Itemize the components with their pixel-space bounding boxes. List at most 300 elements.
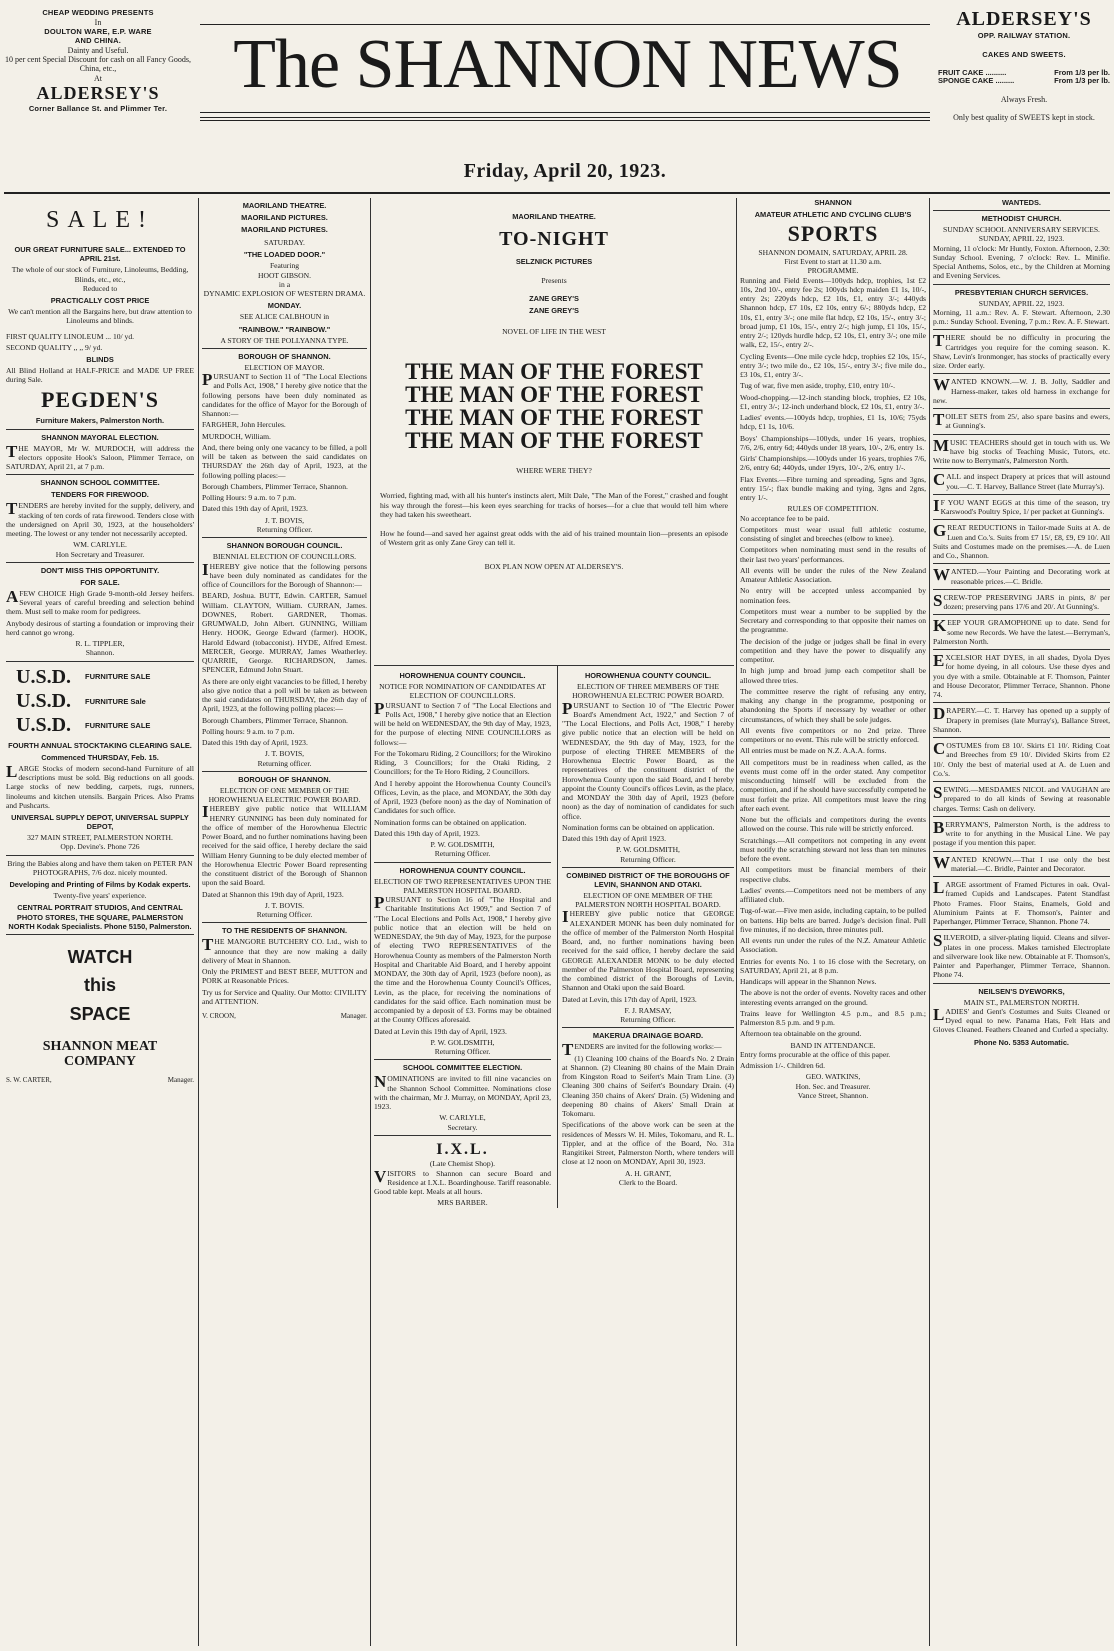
running-events: Running and Field Events—100yds hdcp, trophies, 1st £2 10s, 2nd 10/-, entry fee 2s; 100yds hdcp maiden £1 1s, 10/-, entry 2s; 220yds hdcp, £2 10s, £1, entry 3/-; 440yds Shannon hdcp, £7 10s, £2 10s, entry 6/-; 880yds hdcp, £2 10s, £1, entry 3/-; one mile flat hdcp, £2 10s, 15/-, entry 3/-; broad jump, £1 10s, 15/-, entry 2/-; high jump, £1 10s, 15/-, entry 2/-; 120yds hurdle hdcp, £2 10s, £1, entry 3/-; one mile walk, £2, 15/-, entry 2/-. — [740, 275, 926, 350]
borough-council-heading: SHANNON BOROUGH COUNCIL. — [226, 541, 343, 551]
divider — [933, 929, 1110, 930]
power-board-signature-title: Returning Officer. — [256, 910, 313, 920]
ixl-signature: MRS BARBER. — [437, 1198, 488, 1208]
films-heading: Developing and Printing of Films by Kodak experts. — [9, 880, 191, 890]
film-title-1: THE MAN OF THE FOREST — [405, 359, 703, 385]
ear-right-fresh: Always Fresh. — [1000, 95, 1048, 105]
divider — [933, 284, 1110, 285]
presbyterian-heading: PRESBYTERIAN CHURCH SERVICES. — [954, 287, 1089, 297]
cost-price-heading: PRACTICALLY COST PRICE — [50, 296, 150, 306]
butchery-signature-name: V. CROON, — [202, 1012, 236, 1021]
stocktaking-date: Commenced THURSDAY, Feb. 15. — [41, 752, 159, 762]
column-4 — [740, 198, 926, 1648]
usd-label: FURNITURE SALE — [85, 672, 151, 682]
hoot-gibson: HOOT GIBSON. — [257, 270, 312, 280]
ear-left-address: Corner Ballance St. and Plimmer Ter. — [28, 103, 168, 113]
dyeworks-text: LADIES' and Gent's Costumes and Suits Cleaned or Dyed equal to new. Panama Hats, Felt Hats and Gloves Cleaned. Feathers Cleaned and Curled a specialty. — [933, 1004, 1110, 1035]
meat-company-name: SHANNON MEAT COMPANY — [42, 1038, 158, 1070]
power-board-members-text: PURSUANT to Section 10 of "The Electric Power Board's Amendment Act, 1922," and Section 7 of "The Local Elections, and Polls Act, 1908," I hereby give public notice that an election will be held on WEDNESDAY, the 9th day of May, 1923, for the purpose of electing THREE MEMBERS of the Horowhenua Electric Power Board, as the representatives of the constituent district of the Horowhenua County upon the said Board, and I hereby appoint the County Council's offices Levin, as the place, and MONDAY the 30th day of April, 1923 (before noon) as the day of nomination of candidates for such office. — [562, 698, 734, 821]
divider — [202, 537, 367, 538]
councillors-ridings: For the Tokomaru Riding, 2 Councillors; for the Wirokino Riding, 3 Councillors; for the Otaki Riding, 2 Councillors; for the Te Horo Riding, 2 Councillors. — [374, 748, 551, 777]
usd-row — [16, 665, 194, 689]
masthead-rule-2 — [200, 117, 930, 118]
column-rule-2 — [370, 198, 371, 1646]
council-notice-hours: Polling hours: 9 a.m. to 7 p.m. — [202, 726, 295, 736]
universal-depot-phone: Opp. Devine's. Phone 726 — [60, 842, 140, 852]
blinds-text: All Blind Holland at HALF-PRICE and MADE UP FREE during Sale. — [6, 366, 194, 385]
furniture-sale-reduced: Reduced to — [82, 283, 118, 293]
stocktaking-text: LARGE Stocks of modern second-hand Furniture of all descriptions must be sold. Big reductions on all goods. Large stocks of new bedding, carpets, rugs, runners, linoleums and kitchen utensils. Bargain Prices. Also Prams and Pushcarts. — [6, 761, 194, 810]
usd-label: FURNITURE Sale — [85, 696, 146, 706]
hospital-representatives-text: PURSUANT to Section 16 of "The Hospital and Charitable Institutions Act 1909," and Section 7 of "The Local Elections and Polls Act, 1908," I hereby give public notice that an election will be held on WEDNESDAY, the 9th day of May, 1923, for the purpose of electing TWO REPRESENTATIVES of the Horowhenua County as members of the Palmerston North Hospital and Charitable Aid Board, and I hereby appoint MONDAY, the 30th day of April, 1923 (before noon), as the time and the Horowhenua County Council's Offices, Levin, as the place, for receiving the nominations of candidates for the said office. Each nomination must be accompanied by a deposit of £3. Forms may be obtained at the County Offices aforesaid. — [374, 893, 551, 1025]
sponge-cake-price: From 1/3 per lb. — [1054, 76, 1110, 86]
usd-label: FURNITURE SALE — [85, 721, 151, 731]
films-text: Twenty-five years' experience. — [53, 891, 147, 901]
ear-left-line4: AND CHINA. — [74, 36, 122, 46]
divider — [6, 562, 194, 563]
drainage-board-heading: MAKERUA DRAINAGE BOARD. — [592, 1031, 704, 1041]
wanted-drapery-call: CALL and inspect Drapery at prices that will astound you.—C. T. Harvey, Ballance Street (late Murray's). — [933, 470, 1110, 491]
councillors-nomination-day: And I hereby appoint the Horowhenua County Council's Offices, Levin, as the place, and MONDAY, the 30th day of April, 1923 (before noon) as the day of Nomination of Candidates for such office. — [374, 778, 551, 816]
mayor-notice-hours: Polling Hours: 9 a.m. to 7 p.m. — [202, 493, 297, 503]
election-of-mayor: ELECTION OF MAYOR. — [244, 362, 325, 372]
mayor-notice-dated: Dated this 19th day of April, 1923. — [202, 504, 308, 514]
heifers-signature-place: Shannon. — [85, 648, 115, 658]
divider — [374, 862, 551, 863]
theatre-ad-heading: MAORILAND THEATRE. — [512, 212, 596, 221]
divider — [933, 851, 1110, 852]
divider — [933, 589, 1110, 590]
zane-grey-2: ZANE GREY'S — [529, 305, 579, 315]
rule-10: All events five competitors or no 2nd prize. Three competitors or no event. This rule will be strictly enforced. — [740, 725, 926, 745]
column-rule-1 — [198, 198, 199, 1646]
film-synopsis-2: How he found—and saved her against great odds with the aid of his trained mountain lion—presents an episode of Western grit as only Zane Grey can tell it. — [380, 529, 728, 548]
boys-championships: Boys' Championships—100yds, under 16 years, trophies, 7/6, 2/6, entry 6d; 440yds under 18 years, 10/-, 2/6, entry 1s. — [740, 433, 926, 452]
council-notice-poll: As there are only eight vacancies to be filled, I hereby also give notice that a poll will be taken as between the said candidates on THURSDAY, the 26th day of April, 1923, at the following polling places:— — [202, 676, 367, 714]
column-3 — [374, 198, 734, 1648]
space-word: SPACE — [69, 1004, 131, 1025]
ear-left-advert — [4, 8, 192, 113]
this-word: this — [83, 975, 116, 996]
rule-4: All events will be under the rules of the New Zealand Amateur Athletic Association. — [740, 565, 926, 585]
rule-16: Ladies' events.—Competitors need not be members of any affiliated club. — [740, 885, 926, 905]
rule-21: The above is not the order of events. Novelty races and other interesting events arranged on the ground. — [740, 988, 926, 1007]
wanted-berrymans: BERRYMAN'S, Palmerston North, is the address to write to for anything in the Musical Line. We pay postage if you mention this paper. — [933, 817, 1110, 848]
fruit-cake-label: FRUIT CAKE .......... — [938, 67, 1007, 77]
masthead-top-rule — [200, 24, 930, 25]
school-election-heading: SCHOOL COMMITTEE ELECTION. — [402, 1063, 523, 1073]
divider — [933, 876, 1110, 877]
divider — [202, 348, 367, 349]
sports-heading: SPORTS — [787, 221, 879, 247]
wanted-painting: WANTED.—Your Painting and Decorating work at reasonable prices.—C. Bridle. — [933, 565, 1110, 586]
hospital-representatives-signature: P. W. GOLDSMITH, — [430, 1037, 495, 1047]
wanted-gramophone: KEEP YOUR GRAMOPHONE up to date. Send for some new Records. We have the latest.—Berryman's, Palmerston North. — [933, 616, 1110, 646]
divider — [933, 329, 1110, 330]
rule-18: All events run under the rules of the N.Z. Amateur Athletic Association. — [740, 936, 926, 955]
fruit-cake-price: From 1/3 per lb. — [1054, 67, 1110, 77]
heifers-text: AFEW CHOICE High Grade 9-month-old Jersey heifers. Several years of careful breeding and selection behind them. Must sell to make room for pedigrees. — [6, 586, 194, 617]
sports-club-subtitle: AMATEUR ATHLETIC AND CYCLING CLUB'S — [754, 210, 912, 220]
mayor-signature: J. T. BOVIS, — [264, 515, 305, 525]
divider — [562, 867, 734, 868]
heifers-text-2: Anybody desirous of starting a foundation or improving their herd cannot go wrong. — [6, 618, 194, 637]
presents-label: Presents — [541, 276, 567, 286]
divider — [202, 771, 367, 772]
pollyanna-story: A STORY OF THE POLLYANNA TYPE. — [220, 335, 349, 345]
wanted-sewing: SEWING.—MESDAMES NICOL and VAUGHAN are prepared to do all kinds of Sewing at reasonable charges. Terms: Cash on delivery. — [933, 783, 1110, 813]
column-rule-4 — [929, 198, 930, 1646]
universal-depot-heading: UNIVERSAL SUPPLY DEPOT, UNIVERSAL SUPPLY DEPOT, — [11, 813, 189, 832]
in-a-label: in a — [278, 279, 291, 289]
ixl-subheading: (Late Chemist Shop). — [429, 1159, 496, 1169]
film-synopsis-1: Worried, fighting mad, with all his hunter's instincts alert, Milt Dale, "The Man of the Forest," crashed and fought his way through the forest—his keen eyes searching for tracks of horses—for a clue that would tell him where they had taken his sweetheart. — [380, 491, 728, 519]
watch-this-space — [6, 943, 194, 1029]
school-election-signature-title: Secretary. — [447, 1122, 478, 1132]
wanted-music-teachers: MUSIC TEACHERS should get in touch with us. We have big stocks of Teaching Music, Tutors, etc. Write now to Berryman's, Palmerston North. — [933, 435, 1110, 466]
councillors-dated: Dated this 19th day of April, 1923. — [374, 828, 480, 838]
council-notice-text: IHEREBY give notice that the following persons have been duly nominated as candidates for the office of Councillors for the Borough of Shannon:— — [202, 559, 367, 589]
drainage-signature-title: Clerk to the Board. — [618, 1177, 678, 1187]
linoleum-first: FIRST QUALITY LINOLEUM ... 10/ yd. — [6, 331, 135, 341]
ear-right-line1: OPP. RAILWAY STATION. — [977, 31, 1071, 40]
divider — [6, 474, 194, 475]
hospital-representatives-heading: ELECTION OF TWO REPRESENTATIVES UPON THE PALMERSTON HOSPITAL BOARD. — [374, 876, 551, 895]
power-board-members-dated: Dated this 19th day of April 1923. — [562, 834, 666, 844]
divider — [374, 1059, 551, 1060]
sports-venue-date: SHANNON DOMAIN, SATURDAY, APRIL 28. — [758, 247, 908, 257]
power-board-dated: Dated at Shannon this 19th day of April, 1923. — [202, 889, 344, 899]
rainbow-title: "RAINBOW." "RAINBOW." — [238, 324, 331, 334]
mayoral-election-text: THE MAYOR, Mr W. MURDOCH, will address the electors opposite Hook's Saloon, Plimmer Terrace, on SATURDAY, April 21, at 7 p.m. — [6, 441, 194, 472]
power-board-members-signature-title: Returning Officer. — [620, 854, 676, 864]
masthead-rule-1 — [200, 112, 930, 113]
ear-left-line3: DOULTON WARE, E.P. WARE — [44, 26, 152, 36]
power-board-members-signature: P. W. GOLDSMITH, — [616, 845, 680, 855]
rule-2: Competitors must wear usual full athletic costume, consisting of singlet and breeches (elbow to knee). — [740, 524, 926, 544]
divider — [933, 649, 1110, 650]
watch-word: WATCH — [67, 946, 133, 967]
dynamic-explosion: DYNAMIC EXPLOSION OF WESTERN DRAMA. — [203, 289, 366, 299]
blinds-heading: BLINDS — [86, 355, 114, 365]
masthead-rule-3 — [200, 120, 930, 121]
where-were-they: WHERE WERE THEY? — [516, 466, 592, 476]
programme-heading: PROGRAMME. — [807, 266, 859, 276]
alice-calbhoun: SEE ALICE CALBHOUN in — [239, 312, 330, 322]
universal-depot-address: 327 MAIN STREET, PALMERSTON NORTH. — [27, 833, 173, 843]
divider — [933, 816, 1110, 817]
divider — [933, 563, 1110, 564]
sports-signature: GEO. WATKINS, — [805, 1072, 861, 1082]
hospital-representatives-signature-title: Returning Officer. — [434, 1047, 491, 1057]
rule-11: All entries must be made on N.Z. A.A.A. forms. — [740, 746, 887, 756]
power-board-signature: J. T. BOVIS. — [264, 900, 305, 910]
divider — [933, 614, 1110, 615]
power-board-heading: BOROUGH OF SHANNON. — [238, 774, 331, 784]
dyeworks-phone: Phone No. 5353 Automatic. — [973, 1037, 1069, 1047]
council-notice-dated: Dated this 19th day of April, 1923. — [202, 738, 308, 747]
furniture-sale-text: The whole of our stock of Furniture, Linoleums, Bedding, Blinds, etc., etc., — [11, 265, 189, 284]
theatre-heading: MAORILAND THEATRE. — [242, 201, 327, 210]
divider — [933, 494, 1110, 495]
firewood-signature: WM. CARLYLE. — [73, 540, 127, 550]
council-notice-place: Borough Chambers, Plimmer Terrace, Shannon. — [202, 715, 348, 725]
councillors-nomination-text: PURSUANT to Section 7 of "The Local Elections and Polls Act, 1908," I hereby give notice that an Election will be held on WEDNESDAY, the 9th day of May, 1923, for the purpose of electing NINE COUNCILLORS as follows:— — [374, 698, 551, 747]
rule-1: No acceptance fee to be paid. — [740, 513, 830, 523]
babies-photos-text: Bring the Babies along and have them taken on PETER PAN PHOTOGRAPHS, 7/6 doz. nicely mounted. — [7, 858, 193, 877]
ear-left-line5: Dainty and Useful. — [67, 46, 129, 56]
tonight-heading: TO-NIGHT — [499, 228, 609, 251]
presbyterian-date: SUNDAY, APRIL 22, 1923. — [978, 298, 1065, 308]
divider — [933, 702, 1110, 703]
butchery-text-2: Only the PRIMEST and BEST BEEF, MUTTON and PORK at Reasonable Prices. — [202, 967, 367, 986]
divider — [202, 922, 367, 923]
power-board-text: IHEREBY give public notice that WILLIAM HENRY GUNNING has been duly nominated for the office of member of the Horowhenua Electric Power Board, and no further nominations having been received for the said office, I hereby declare the said William Henry Gunning to be duly elected member of the Horowhenua Electric Power Board representing the constituent district of the Borough of Shannon upon the said Board. — [202, 802, 367, 888]
ixl-text: VISITORS to Shannon can secure Board and Residence at I.X.L. Boardinghouse. Tariff reasonable. Good table kept. Meals at all hours. — [374, 1166, 551, 1197]
mayoral-election-heading: SHANNON MAYORAL ELECTION. — [41, 432, 159, 442]
divider — [6, 429, 194, 430]
sports-signature-title: Hon. Sec. and Treasurer. — [795, 1081, 871, 1091]
header-rule — [4, 192, 1110, 194]
rule-23: Afternoon tea obtainable on the ground. — [740, 1029, 862, 1039]
dyeworks-address: MAIN ST., PALMERSTON NORTH. — [963, 997, 1080, 1007]
wanted-framed-pictures: LARGE assortment of Framed Pictures in oak. Oval-framed Cupids and Landscapes. Patent Standfast Photo Frames. Floor Stains, Enamels, Gold and Aluminium Paints at F. Thomson's, Painter and Paperhanger, Plimmer Terrace, Shannon. Phone 74. — [933, 878, 1110, 927]
rule-17: Tug-of-war.—Five men aside, including captain, to be pulled on battens. Hip belts are barred. Judge's decision final. Pull five minutes, if no decision, three minutes pull. — [740, 906, 926, 934]
meat-signature-name: S. W. CARTER, — [6, 1075, 52, 1084]
sports-first-event: First Event to start at 11.30 a.m. — [784, 257, 882, 267]
wanted-silveroid: SILVEROID, a silver-plating liquid. Cleans and silver-plates in one process. Makes tarnished Electroplate and silverware look like new. Obtainable at F. Thomson's, Painter and Paperhanger, Plimmer Terrace, Shannon. Phone 74. — [933, 931, 1110, 980]
featuring-label: Featuring — [269, 261, 300, 271]
hospital-member-signature: F. J. RAMSAY, — [624, 1005, 672, 1015]
rule-24: Entry forms procurable at the office of this paper. — [740, 1049, 891, 1059]
butchery-signature-title: Manager. — [340, 1012, 367, 1021]
councillors-nomination-heading: NOTICE FOR NOMINATION OF CANDIDATES AT ELECTION OF COUNCILLORS. — [379, 682, 546, 701]
flax-events: Flax Events.—Fibre turning and spreading, 5gns and 3gns, entry 15/-; flax bundle making and tying, 3gns and 2gns, entry 1/-. — [740, 474, 926, 503]
divider — [933, 210, 1110, 211]
column-rule-3 — [736, 198, 737, 1646]
for-sale-heading: FOR SALE. — [80, 577, 120, 587]
rule-9: The committee reserve the right of refusing any entry, making any change in the programme, postponing or abandoning the Sports if necessary by weather or other circumstances, of which they shall be sole judges. — [740, 686, 926, 724]
firewood-tenders-heading: TENDERS FOR FIREWOOD. — [51, 490, 149, 500]
sale-heading: SALE! — [46, 207, 154, 233]
council-candidates: BEARD, Joshua. BUTT, Edwin. CARTER, Samuel William. CLAYTON, William. CURRAN, James. DOWNES, Robert. GARDNER, Thomas. GRUMWALD, John Albert. GUNNING, William Henry. HOOK, George Edward (farmer). HOOK, Harold Edward (tobacconist). HYDE, Alfred Ernest. MERCER, George. MURRAY, James Weatherley. QUARRIE, George. RICHARDSON, James. SPENCER, Edmund John Stuart. — [202, 591, 367, 675]
power-board-members-forms: Nomination forms can be obtained on application. — [562, 822, 715, 832]
usd-name: U.S.D. — [16, 690, 72, 713]
ear-left-line7: At — [94, 73, 102, 83]
ixl-heading: I.X.L. — [436, 1140, 489, 1158]
butchery-text-3: Try us for Service and Quality. Our Motto: CIVILITY and ATTENTION. — [202, 987, 367, 1006]
issue-date: Friday, April 20, 1923. — [463, 160, 667, 182]
zane-grey-1: ZANE GREY'S — [529, 293, 579, 303]
power-board-county-heading: HOROWHENUA COUNTY COUNCIL. — [584, 671, 712, 680]
divider — [374, 1135, 551, 1136]
school-committee-heading: SHANNON SCHOOL COMMITTEE. — [40, 478, 160, 488]
tug-of-war-event: Tug of war, five men aside, trophy, £10, entry 10/-. — [740, 381, 895, 391]
borough-heading: BOROUGH OF SHANNON. — [238, 351, 331, 361]
mayor-signature-title: Returning Officer. — [256, 524, 313, 534]
drainage-specifications: Specifications of the above work can be seen at the residences of Messrs W. H. Miles, Tokomaru, and R. L. Tippler, and at the office of the Board, No. 31a Rangitikei Street, Palmerston North, where tenders will close at 12 noon on MONDAY, April 30, 1923. — [562, 1120, 734, 1167]
bargains-text: We can't mention all the Bargains here, but draw attention to Linoleums and blinds. — [8, 307, 192, 326]
hospital-member-text: IHEREBY give public notice that GEORGE ALEXANDER MONK has been duly nominated for the office of member of the Palmerston North Hospital Board, and, no further nominations having been received for the said office, I hereby declare the said GEORGE ALEXANDER MONK to be duly elected member of the Palmerston Hospital Board, representing the combined district of the Boroughs of Levin, Shannon and Otaki upon the said Board. — [562, 907, 734, 993]
opportunity-heading: DON'T MISS THIS OPPORTUNITY. — [40, 565, 160, 575]
firewood-tenders-text: TENDERS are hereby invited for the supply, delivery, and stacking of ten cords of rata firewood. Tenders close with the undersigned on April 30, 1923, at the householders' meeting. The lowest or any tender not necessarily accepted. — [6, 499, 194, 539]
column-2 — [202, 198, 367, 1648]
ear-right-advert — [938, 8, 1110, 123]
ear-left-shop: ALDERSEY'S — [36, 82, 160, 103]
ear-right-shop: ALDERSEY'S — [956, 8, 1092, 30]
usd-row — [16, 689, 194, 713]
methodist-services: Morning, 11 o'clock: Mr Huntly, Foxton. Afternoon, 2.30: Sunday School. Evening, 7 o'clock: Rev. L. Minifie. Special Anthems, Solos, etc., by the Children at Morning and Evening Services. — [933, 243, 1110, 281]
divider — [6, 661, 194, 662]
heifers-signature: R. L. TIPPLER, — [75, 639, 125, 649]
sponge-cake-label: SPONGE CAKE ......... — [938, 76, 1015, 86]
drainage-works-list: (1) Cleaning 100 chains of the Board's No. 2 Drain at Shannon. (2) Cleaning 80 chains of the Main Drain from Kingston Road to Seifert's Main Tram Line. (3) Cleaning 300 chains of Seifert's Boundary Drain. (4) Cleaning 350 chains of Akers' Drain. (5) Widening and deepening 80 chains of Akers' Small Drain at Tokomaru. — [562, 1053, 734, 1119]
rule-13: None but the officials and competitors during the events allowed on the course. This rule will be strictly enforced. — [740, 815, 926, 834]
divider — [933, 408, 1110, 409]
divider — [6, 934, 194, 935]
butchery-signature — [202, 1012, 367, 1021]
divider — [933, 468, 1110, 469]
rule-20: Handicaps will appear in the Shannon News. — [740, 977, 877, 987]
county-notices — [374, 665, 734, 1208]
methodist-heading: METHODIST CHURCH. — [981, 214, 1062, 224]
wanted-reductions: GREAT REDUCTIONS in Tailor-made Suits at A. de Luen and Co.'s. Suits from £7 15/, £8, £9, £9 10/. All Suits and Costumes made on the premises.—A. de Luen and Co., Shannon. — [933, 521, 1110, 561]
sponge-cake-row — [938, 77, 1110, 86]
divider — [6, 855, 194, 856]
ear-left-line6: 10 per cent Special Discount for cash on all Fancy Goods, China, etc., — [5, 55, 191, 74]
wanted-eggs: IF YOU WANT EGGS at this time of the season, try Karswood's Poultry Spice, 1/ per packet at Gunning's. — [933, 495, 1110, 517]
usd-name: U.S.D. — [16, 665, 72, 688]
hospital-county-heading: HOROWHENUA COUNTY COUNCIL. — [399, 865, 526, 875]
usd-name: U.S.D. — [16, 714, 72, 737]
wanted-toilet-sets: TOILET SETS from 25/, also spare basins and ewers, at Gunning's. — [933, 410, 1110, 431]
rule-6: Competitors must wear a number to be supplied by the Secretary and corresponding to that opposite their names on the programme. — [740, 606, 926, 635]
band-notice: BAND IN ATTENDANCE. — [790, 1040, 876, 1050]
firewood-signature-title: Hon Secretary and Treasurer. — [55, 549, 145, 559]
county-council-heading: HOROWHENUA COUNTY COUNCIL. — [399, 671, 526, 680]
masthead-title: The SHANNON NEWS — [233, 26, 902, 103]
residents-heading: TO THE RESIDENTS OF SHANNON. — [221, 926, 348, 936]
rule-19: Entries for events No. 1 to 16 close with the Secretary, on SATURDAY, April 21, at 8 p.m. — [740, 956, 926, 975]
ear-left-line2: In — [94, 17, 102, 27]
column-5 — [933, 198, 1110, 1648]
sports-signature-address: Vance Street, Shannon. — [797, 1090, 869, 1100]
box-plan-notice: BOX PLAN NOW OPEN AT ALDERSEY'S. — [484, 561, 624, 571]
film-title-2: THE MAN OF THE FOREST — [405, 382, 703, 408]
councillors-signature: P. W. GOLDSMITH, — [430, 840, 495, 850]
rule-25: Admission 1/-. Children 6d. — [740, 1061, 826, 1071]
monday-label: MONDAY. — [267, 301, 302, 311]
woodchopping-events: Wood-chopping.—12-inch standing block, trophies, £2 10s, £1, entry 3/-; 12-inch underhand block, £2 10s, £1, entry 3/-. — [740, 392, 926, 411]
wanteds-heading: WANTEDS. — [1001, 198, 1041, 207]
mayor-notice-poll: And, there being only one vacancy to be filled, a poll will be taken as between the said candidates on THURSDAY the 26th day of April, 1923, at the following polling places:— — [202, 442, 367, 480]
wanted-hat-dyes: EXCELSIOR HAT DYES, in all shades, Dyola Dyes for home dyeing, in all colours. Use these dyes and you dye with a smile. Obtainable at F. Thomson, Painter and House Decorator, Plimmer Terrace, Shannon. Phone 74. — [933, 651, 1110, 700]
councillors-forms: Nomination forms can be obtained on application. — [374, 817, 527, 827]
wanted-known-bridle: WANTED KNOWN.—That I use only the best material.—C. Bridle, Painter and Decorator. — [933, 852, 1110, 873]
mayor-candidate-2: MURDOCH, William. — [202, 431, 271, 441]
cycling-events: Cycling Events—One mile cycle hdcp, trophies £2 10s, 15/-, entry 3/-; two mile do., £2 10s, 15/-, entry 3/-; five mile do., £3 10s, £1, entry 3/-. — [740, 351, 926, 380]
film-title-3: THE MAN OF THE FOREST — [405, 405, 703, 431]
mayor-notice-place: Borough Chambers, Plimmer Terrace, Shannon. — [202, 481, 348, 491]
novel-of-life: NOVEL OF LIFE IN THE WEST — [502, 326, 606, 336]
mayor-notice-text: PURSUANT to Section 11 of "The Local Elections and Polls Act, 1908," I hereby give notice that the following persons have been duly nominated as candidates for the office of Mayor for the Borough of Shannon:— — [202, 370, 367, 419]
loaded-door-title: "THE LOADED DOOR." — [243, 250, 326, 260]
wanted-drapery: DRAPERY.—C. T. Harvey has opened up a supply of Drapery in premises (late Murray's), Ballance Street, Shannon. — [933, 704, 1110, 734]
girls-championships: Girls' Championships.—100yds under 16 years, trophies 7/6, 2/6, entry 6d; 440yds, under 19yrs, 10/-, 2/6, entry 1/-. — [740, 454, 926, 473]
rule-15: All competitors must be financial members of their respective clubs. — [740, 865, 926, 884]
combined-district-heading: COMBINED DISTRICT OF THE BOROUGHS OF LEVIN, SHANNON AND OTAKI. — [566, 870, 730, 889]
stocktaking-heading: FOURTH ANNUAL STOCKTAKING CLEARING SALE. — [8, 740, 192, 750]
county-notices-left — [374, 666, 551, 1208]
rule-5: No entry will be accepted unless accompanied by nomination fees. — [740, 586, 926, 605]
butchery-text: THE MANGORE BUTCHERY CO. Ltd., wish to announce that they are now making a daily delivery of Meat in Shannon. — [202, 935, 367, 965]
furniture-sale-heading: OUR GREAT FURNITURE SALE... EXTENDED TO APRIL 21st. — [14, 245, 186, 264]
hospital-member-signature-title: Returning Officer. — [620, 1015, 676, 1025]
rule-12: All competitors must be in readiness when called, as the events must come off in the order stated. Any competitor misconducting himself will be excluded from the competition, and if he should have successfully competed he must forfeit the prize. All competitors must leave the ring after each event. — [740, 757, 926, 813]
divider — [933, 519, 1110, 520]
hospital-representatives-dated: Dated at Levin this 19th day of April, 1923. — [374, 1026, 507, 1036]
councillors-signature-title: Returning Officer. — [434, 849, 491, 859]
council-signature: J. T. BOVIS, — [264, 749, 305, 759]
pictures-heading: MAORILAND PICTURES. — [241, 213, 328, 223]
ladies-events: Ladies' events.—100yds hdcp, trophies, £1 1s, 10/6; 75yds hdcp, £1 1s, 10/6. — [740, 413, 926, 432]
meat-signature — [6, 1076, 194, 1085]
divider — [562, 1027, 734, 1028]
presbyterian-services: Morning, 11 a.m.: Rev. A. F. Stewart. Afternoon, 2.30 p.m.: Sunday School. Evening, 7 p.m.: Rev. A. F. Stewart. — [933, 307, 1110, 327]
dyeworks-heading: NEILSEN'S DYEWORKS, — [978, 986, 1065, 996]
hospital-member-dated: Dated at Levin, this 17th day of April, 1923. — [562, 994, 697, 1004]
rule-22: Trains leave for Wellington 4.5 p.m., and 8.5 p.m.; Palmerston 8.5 p.m. and 9 p.m. — [740, 1008, 926, 1028]
pegdens-name: PEGDEN'S — [40, 386, 160, 412]
saturday-label: SATURDAY. — [264, 238, 305, 248]
usd-row — [16, 713, 194, 737]
linoleum-second: SECOND QUALITY ,, ,, 9/ yd. — [6, 342, 103, 352]
hospital-member-heading: ELECTION OF ONE MEMBER OF THE PALMERSTON NORTH HOSPITAL BOARD. — [575, 890, 721, 910]
pictures-heading-2: MAORILAND PICTURES. — [241, 225, 328, 235]
column-1 — [6, 198, 194, 1648]
councillors-election: BIENNIAL ELECTION OF COUNCILLORS. — [212, 552, 357, 562]
divider — [933, 434, 1110, 435]
wanted-costumes: COSTUMES from £8 10/. Skirts £1 10/. Riding Coat and Breeches from £9 10/. Divided Skirts from £2 10/. Only the best of material used at A. de Luen and Co.'s. — [933, 739, 1110, 778]
film-title-4: THE MAN OF THE FOREST — [405, 428, 703, 454]
rule-8: In high jump and broad jump each competitor shall be allowed three tries. — [740, 666, 926, 685]
school-election-signature: W. CARLYLE, — [439, 1113, 486, 1123]
divider — [933, 781, 1110, 782]
divider — [933, 983, 1110, 984]
divider — [933, 373, 1110, 374]
sports-club-name: SHANNON — [814, 198, 852, 207]
power-board-subheading: ELECTION OF ONE MEMBER OF THE HOROWHENUA ELECTRIC POWER BOARD. — [208, 785, 361, 805]
wanted-saddler: WANTED KNOWN.—W. J. B. Jolly, Saddler and Harness-maker, takes old harness in exchange for new. — [933, 375, 1110, 405]
drainage-tenders-text: TENDERS are invited for the following works:— — [562, 1040, 722, 1060]
studio-heading: CENTRAL PORTRAIT STUDIOS, And CENTRAL PHOTO STORES, THE SQUARE, PALMERSTON NORTH Kodak Specialists. Phone 5150, Palmerston. — [8, 903, 192, 931]
pegdens-subtitle: Furniture Makers, Palmerston North. — [35, 416, 165, 426]
mayor-candidate-1: FARGHER, John Hercules. — [202, 420, 286, 430]
ear-right-sweets: Only best quality of SWEETS kept in stock. — [953, 113, 1095, 123]
ear-left-line1: CHEAP WEDDING PRESENTS — [42, 8, 154, 17]
ear-right-line2: CAKES AND SWEETS. — [982, 49, 1066, 59]
power-board-members-heading: ELECTION OF THREE MEMBERS OF THE HOROWHENUA ELECTRIC POWER BOARD. — [572, 682, 724, 701]
council-signature-title: Returning officer. — [257, 758, 312, 768]
methodist-subheading: SUNDAY SCHOOL ANNIVERSARY SERVICES. — [943, 225, 1100, 235]
divider — [933, 737, 1110, 738]
rule-14: Scratchings.—All competitors not competing in any event must notify the scratching steward not less than ten minutes before the event. — [740, 835, 926, 864]
rules-heading: RULES OF COMPETITION. — [787, 504, 879, 514]
rule-7: The decision of the judge or judges shall be final in every competition and they have the power to disqualify any competitor. — [740, 636, 926, 665]
meat-signature-title: Manager. — [167, 1075, 194, 1084]
selznick-pictures: SELZNICK PICTURES — [515, 257, 593, 267]
school-election-text: NOMINATIONS are invited to fill nine vacancies on the Shannon School Committee. Nominations close with the chairman, Mr J. Murray, on MONDAY, April 23, 1923. — [374, 1072, 551, 1112]
